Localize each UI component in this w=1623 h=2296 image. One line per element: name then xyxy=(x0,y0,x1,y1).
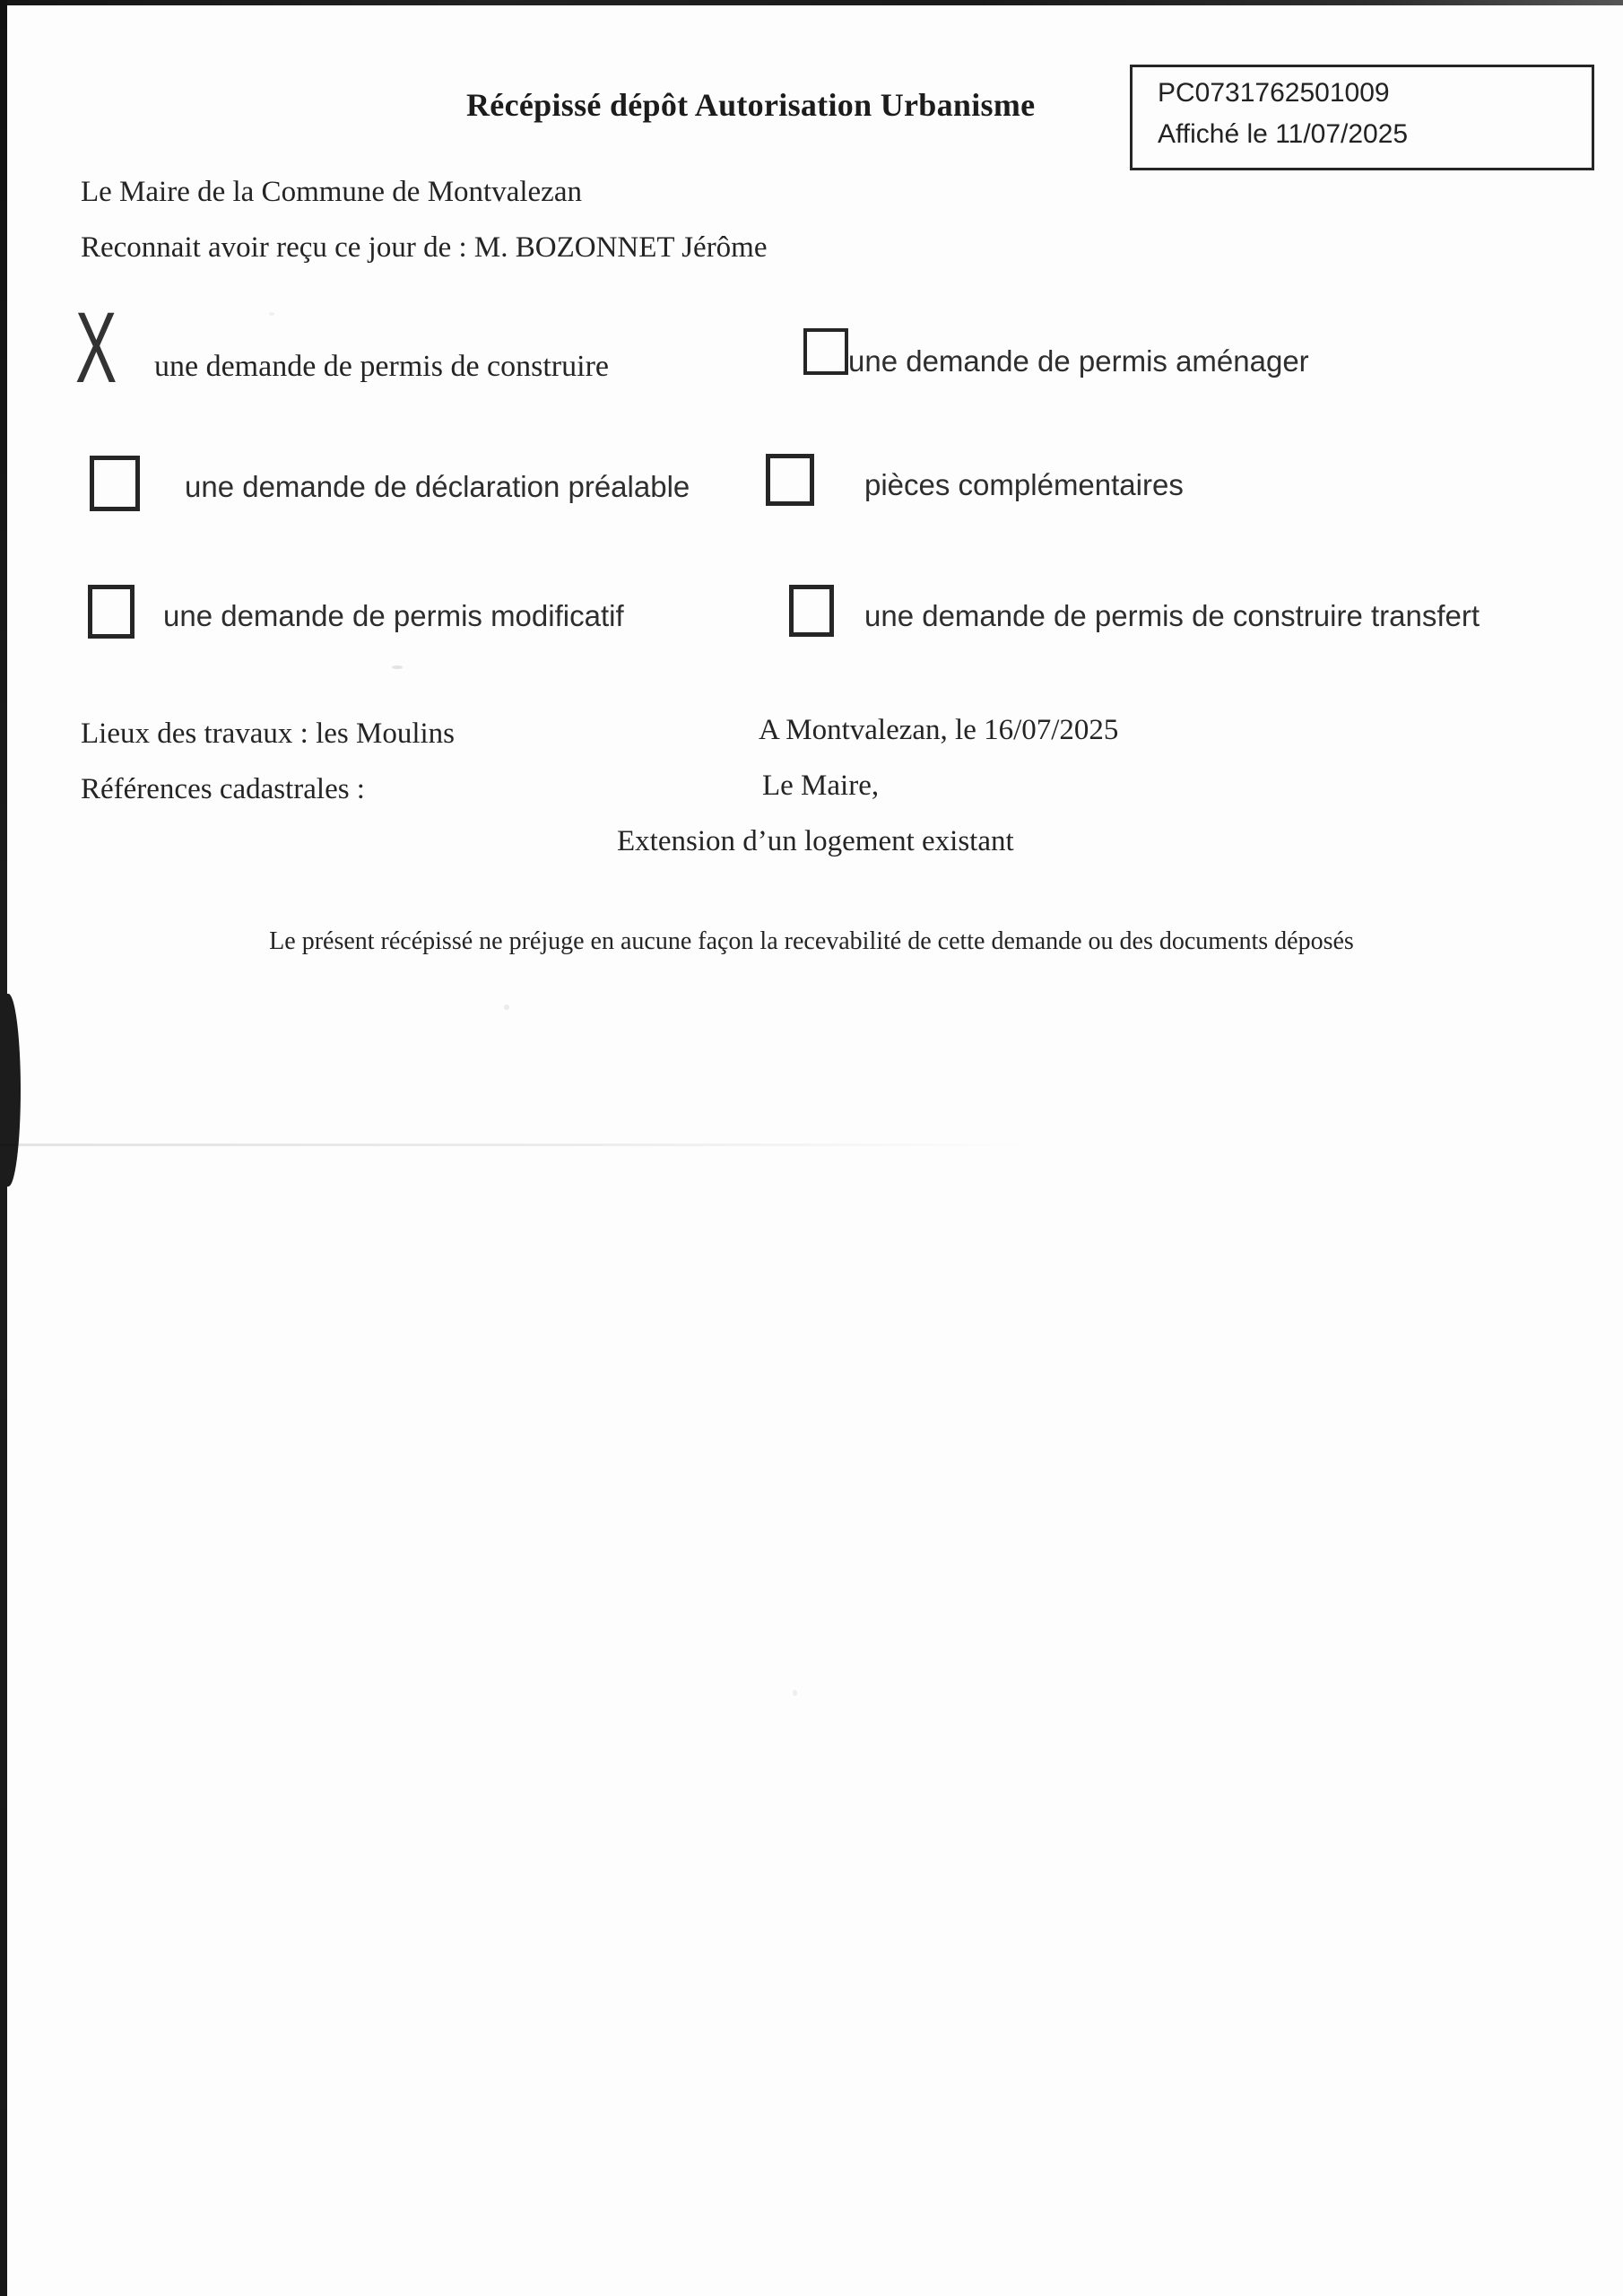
checkbox-pieces-complementaires xyxy=(766,454,814,506)
intro-line-mayor: Le Maire de la Commune de Montvalezan xyxy=(81,176,582,208)
checkbox-permis-amenager xyxy=(803,328,848,375)
checkbox-label-permis-construire: une demande de permis de construire xyxy=(154,350,609,383)
posted-date: Affiché le 11/07/2025 xyxy=(1158,119,1409,149)
works-location: Lieux des travaux : les Moulins xyxy=(81,718,456,750)
footer-disclaimer: Le présent récépissé ne préjuge en aucune façon la recevabilité de cette demande ou des documents déposés xyxy=(269,927,1354,955)
checked-x-mark-permis-construire: X xyxy=(75,291,117,404)
checkbox-label-permis-construire-transfert: une demande de permis de construire transfert xyxy=(864,599,1480,632)
scan-crease-line xyxy=(0,1144,1031,1146)
stamp-box xyxy=(1130,65,1594,170)
checkbox-label-permis-modificatif: une demande de permis modificatif xyxy=(163,599,624,632)
reference-number: PC0731762501009 xyxy=(1158,78,1390,108)
scan-edge-top xyxy=(0,0,1623,5)
scan-edge-left-bulge xyxy=(0,994,21,1187)
scan-speck xyxy=(269,312,274,316)
scan-speck xyxy=(504,1004,509,1010)
document-title: Récépissé dépôt Autorisation Urbanisme xyxy=(466,87,1036,123)
intro-line-received-from: Reconnait avoir reçu ce jour de : M. BOZONNET Jérôme xyxy=(81,231,768,264)
checkbox-label-pieces-complementaires: pièces complémentaires xyxy=(864,468,1184,501)
checkbox-label-permis-amenager: une demande de permis aménager xyxy=(848,344,1309,378)
checkbox-permis-modificatif xyxy=(88,585,135,639)
checkbox-permis-construire-transfert xyxy=(789,585,834,637)
signatory: Le Maire, xyxy=(762,770,880,802)
scan-speck xyxy=(392,665,403,669)
checkbox-label-declaration-prealable: une demande de déclaration préalable xyxy=(185,470,690,503)
city-and-date: A Montvalezan, le 16/07/2025 xyxy=(759,714,1119,746)
scan-speck xyxy=(793,1690,797,1696)
cadastral-references: Références cadastrales : xyxy=(81,773,365,805)
checkbox-declaration-prealable xyxy=(90,456,140,511)
project-description: Extension d’un logement existant xyxy=(617,825,1014,857)
